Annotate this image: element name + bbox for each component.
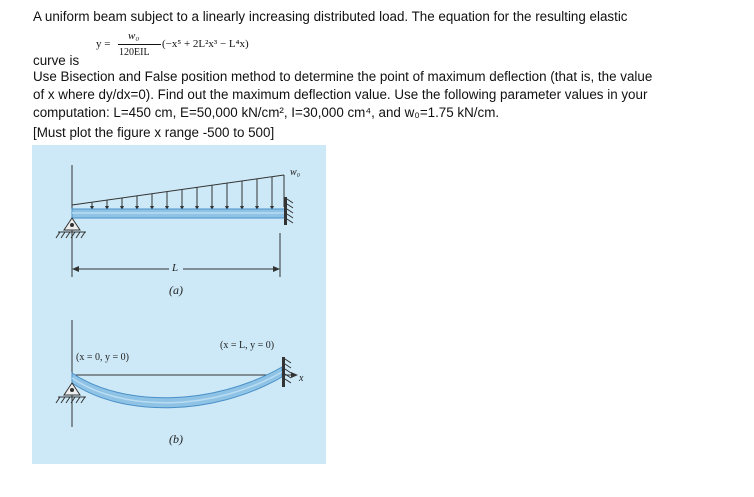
problem-line-6: [Must plot the figure x range -500 to 500] — [33, 125, 275, 140]
label-w0: w₀ — [290, 167, 301, 178]
fixed-wall-a — [284, 197, 287, 225]
wall-hatch-b — [285, 359, 291, 383]
ground-hatch-a — [56, 232, 85, 238]
beam-figure — [32, 145, 326, 464]
label-left-boundary-condition: (x = 0, y = 0) — [76, 352, 129, 363]
fixed-wall-b — [282, 357, 285, 387]
problem-line-1: A uniform beam subject to a linearly increasing distributed load. The equation for the resulting elastic — [33, 9, 628, 24]
problem-line-5: computation: L=450 cm, E=50,000 kN/cm², I=30,000 cm⁴, and w₀=1.75 kN/cm. — [33, 105, 500, 120]
equation-numerator: w₀ — [128, 30, 140, 42]
equation-fraction-bar — [118, 44, 161, 45]
label-length: L — [172, 262, 179, 274]
caption-a: (a) — [169, 283, 183, 297]
distributed-load-arrows — [92, 177, 272, 209]
equation-denominator: 120EIL — [119, 47, 150, 58]
wall-hatch-a — [287, 199, 293, 223]
beam-diagram-svg — [32, 145, 326, 464]
curve-is-label: curve is — [33, 53, 80, 68]
label-right-boundary-condition: (x = L, y = 0) — [220, 340, 275, 351]
problem-line-4: of x where dy/dx=0). Find out the maximum deflection value. Use the following parameter values in your — [33, 87, 648, 102]
load-slope-line — [72, 175, 284, 205]
caption-b: (b) — [169, 432, 183, 446]
equation-rhs: (−x⁵ + 2L²x³ − L⁴x) — [162, 38, 249, 50]
label-x-axis: x — [299, 373, 304, 384]
ground-hatch-b — [56, 397, 85, 403]
equation-lhs: y = — [96, 38, 111, 50]
problem-line-3: Use Bisection and False position method to determine the point of maximum deflection (that is, the value — [33, 69, 653, 84]
